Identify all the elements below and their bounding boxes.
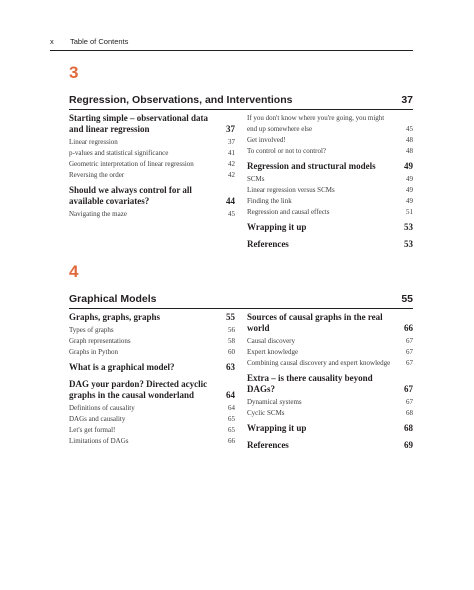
chapter-rule xyxy=(69,109,413,110)
toc-entry-title: Let's get formal! xyxy=(69,426,116,434)
toc-entry-title: Limitations of DAGs xyxy=(69,437,129,445)
toc-entry-page: 67 xyxy=(406,348,413,356)
toc-section-entry[interactable] xyxy=(247,312,413,334)
toc-subsection-entry[interactable] xyxy=(69,336,235,347)
toc-entry-page: 67 xyxy=(404,384,413,394)
toc-entry-page: 67 xyxy=(406,359,413,367)
toc-entry-title: Reversing the order xyxy=(69,171,125,179)
toc-entry-page: 51 xyxy=(406,208,413,216)
toc-subsection-entry[interactable] xyxy=(69,414,235,425)
toc-entry-page: 58 xyxy=(228,337,235,345)
toc-subsection-entry[interactable] xyxy=(69,347,235,358)
toc-section-entry[interactable] xyxy=(247,222,413,233)
toc-entry-title: What is a graphical model? xyxy=(69,362,175,372)
toc-section-entry[interactable] xyxy=(247,161,413,172)
toc-entry-page: 37 xyxy=(226,124,235,134)
toc-entry-page: 67 xyxy=(406,398,413,406)
toc-entry-page: 41 xyxy=(228,149,235,157)
chapter-title: Regression, Observations, and Interventions xyxy=(69,94,293,106)
toc-entry-title: Graphs in Python xyxy=(69,348,118,356)
toc-subsection-entry[interactable] xyxy=(247,174,413,185)
toc-entry-title: Regression and structural models xyxy=(247,161,376,171)
toc-entry-title: Definitions of causality xyxy=(69,404,135,412)
toc-entry-page: 49 xyxy=(406,197,413,205)
toc-entry-page: 42 xyxy=(228,160,235,168)
toc-subsection-entry[interactable] xyxy=(247,185,413,196)
toc-subsection-entry[interactable] xyxy=(247,146,413,157)
toc-subsection-entry[interactable] xyxy=(247,196,413,207)
toc-entry-page: 65 xyxy=(228,426,235,434)
toc-entry-page: 63 xyxy=(226,362,235,372)
toc-entry-title: Combining causal discovery and expert knowledge xyxy=(247,359,391,367)
toc-entry-title: Wrapping it up xyxy=(247,222,307,232)
toc-entry-page: 68 xyxy=(406,409,413,417)
toc-entry-page: 53 xyxy=(404,222,413,232)
toc-entry-page: 60 xyxy=(228,348,235,356)
toc-entry-page: 49 xyxy=(404,161,413,171)
toc-section-entry[interactable] xyxy=(247,373,413,395)
toc-entry-title: References xyxy=(247,239,289,249)
toc-section-entry[interactable] xyxy=(247,440,413,451)
toc-section-entry[interactable] xyxy=(69,362,235,373)
chapter-rule xyxy=(69,308,413,309)
toc-entry-page: 67 xyxy=(406,337,413,345)
toc-entry-title: Wrapping it up xyxy=(247,423,307,433)
toc-entry-page: 69 xyxy=(404,440,413,450)
chapter-page: 37 xyxy=(401,94,413,106)
toc-entry-title: To control or not to control? xyxy=(247,147,327,155)
toc-entry-title: Graph representations xyxy=(69,337,131,345)
toc-entry-page: 44 xyxy=(226,196,235,206)
toc-entry-page: 37 xyxy=(228,138,235,146)
toc-entry-title: Navigating the maze xyxy=(69,210,127,218)
toc-entry-title: Cyclic SCMs xyxy=(247,409,285,417)
toc-entry-title: Finding the link xyxy=(247,197,292,205)
toc-subsection-entry[interactable] xyxy=(69,403,235,414)
toc-right-column xyxy=(247,312,413,453)
toc-subsection-entry[interactable] xyxy=(247,408,413,419)
toc-entry-title: If you don't know where you're going, you might end up somewhere else xyxy=(247,114,385,133)
toc-entry-page: 48 xyxy=(406,147,413,155)
toc-entry-title: Extra – is there causality beyond DAGs? xyxy=(247,373,373,394)
toc-entry-page: 49 xyxy=(406,186,413,194)
toc-entry-title: Expert knowledge xyxy=(247,348,299,356)
toc-entry-title: DAG your pardon? Directed acyclic graphs in the causal wonderland xyxy=(69,379,208,400)
toc-entry-title: DAGs and causality xyxy=(69,415,126,423)
toc-subsection-entry[interactable] xyxy=(69,425,235,436)
toc-entry-page: 64 xyxy=(226,390,235,400)
toc-left-column xyxy=(69,312,235,447)
toc-entry-page: 49 xyxy=(406,175,413,183)
toc-subsection-entry[interactable] xyxy=(69,159,235,170)
toc-entry-page: 66 xyxy=(404,323,413,333)
toc-entry-title: Linear regression versus SCMs xyxy=(247,186,335,194)
toc-entry-page: 65 xyxy=(228,415,235,423)
toc-entry-title: Graphs, graphs, graphs xyxy=(69,312,161,322)
toc-entry-title: p-values and statistical significance xyxy=(69,149,169,157)
toc-subsection-entry[interactable] xyxy=(69,148,235,159)
toc-left-column xyxy=(69,113,235,220)
toc-subsection-entry[interactable] xyxy=(247,135,413,146)
toc-entry-page: 42 xyxy=(228,171,235,179)
toc-subsection-entry[interactable] xyxy=(69,137,235,148)
toc-section-entry[interactable] xyxy=(247,423,413,434)
toc-entry-title: References xyxy=(247,440,289,450)
running-title: Table of Contents xyxy=(70,37,129,46)
toc-entry-title: SCMs xyxy=(247,175,265,183)
header-rule xyxy=(50,50,413,51)
toc-entry-title: Starting simple – observational data and linear regression xyxy=(69,113,209,134)
toc-entry-page: 64 xyxy=(228,404,235,412)
chapter-number: 4 xyxy=(69,262,79,281)
toc-entry-page: 56 xyxy=(228,326,235,334)
toc-right-column xyxy=(247,113,413,252)
toc-entry-title: Geometric interpretation of linear regression xyxy=(69,160,194,168)
toc-subsection-entry[interactable] xyxy=(69,209,235,220)
toc-entry-page: 45 xyxy=(406,125,413,133)
toc-subsection-entry[interactable] xyxy=(247,397,413,408)
toc-subsection-entry[interactable] xyxy=(69,436,235,447)
toc-subsection-entry[interactable] xyxy=(247,207,413,218)
toc-section-entry[interactable] xyxy=(69,185,235,207)
toc-entry-title: Regression and causal effects xyxy=(247,208,330,216)
toc-subsection-entry[interactable] xyxy=(247,358,413,369)
toc-section-entry[interactable] xyxy=(69,113,235,135)
toc-entry-page: 55 xyxy=(226,312,235,322)
toc-entry-page: 45 xyxy=(228,210,235,218)
toc-entry-title: Get involved! xyxy=(247,136,286,144)
toc-entry-page: 66 xyxy=(228,437,235,445)
chapter-title: Graphical Models xyxy=(69,293,157,305)
toc-section-entry[interactable] xyxy=(69,312,235,323)
toc-entry-title: Causal discovery xyxy=(247,337,296,345)
toc-subsection-entry[interactable] xyxy=(69,325,235,336)
page-number: x xyxy=(50,37,54,46)
toc-entry-title: Sources of causal graphs in the real world xyxy=(247,312,383,333)
toc-entry-title: Linear regression xyxy=(69,138,118,146)
toc-subsection-entry[interactable] xyxy=(247,347,413,358)
toc-section-entry[interactable] xyxy=(69,379,235,401)
toc-subsection-entry[interactable] xyxy=(247,336,413,347)
toc-entry-page: 68 xyxy=(404,423,413,433)
toc-subsection-entry[interactable] xyxy=(247,113,413,135)
toc-entry-title: Dynamical systems xyxy=(247,398,302,406)
chapter-page: 55 xyxy=(401,293,413,305)
toc-entry-page: 48 xyxy=(406,136,413,144)
toc-entry-title: Should we always control for all available covariates? xyxy=(69,185,192,206)
toc-entry-title: Types of graphs xyxy=(69,326,114,334)
toc-section-entry[interactable] xyxy=(247,239,413,250)
chapter-number: 3 xyxy=(69,63,79,82)
toc-subsection-entry[interactable] xyxy=(69,170,235,181)
toc-entry-page: 53 xyxy=(404,239,413,249)
